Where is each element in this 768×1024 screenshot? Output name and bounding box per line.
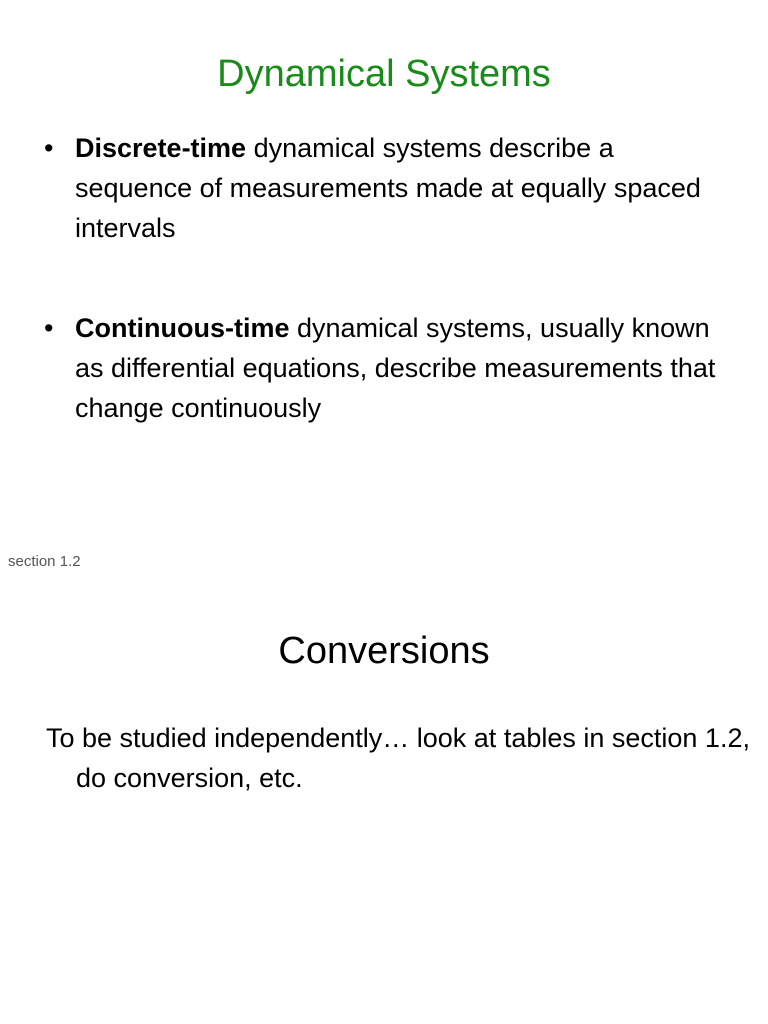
bullet-text: dynamical systems, usually known as differential equations, describe measurements that change continuously	[75, 313, 716, 423]
bullet-discrete-time	[44, 128, 724, 248]
bullet-continuous-time	[44, 308, 724, 428]
bullet-list	[44, 128, 724, 428]
bullet-marker: •	[44, 313, 54, 343]
conversions-body-text: To be studied independently… look at tables in section 1.2, do conversion, etc.	[46, 723, 750, 793]
term-continuous-time: Continuous-time	[75, 313, 290, 343]
term-discrete-time: Discrete-time	[75, 133, 247, 163]
slide-title-conversions: Conversions	[278, 630, 490, 672]
slide-title-dynamical-systems: Dynamical Systems	[217, 53, 551, 95]
bullet-text: dynamical systems describe a sequence of measurements made at equally spaced intervals	[75, 133, 701, 243]
bullet-marker: •	[44, 133, 54, 163]
section-reference-label: section 1.2	[8, 553, 81, 570]
